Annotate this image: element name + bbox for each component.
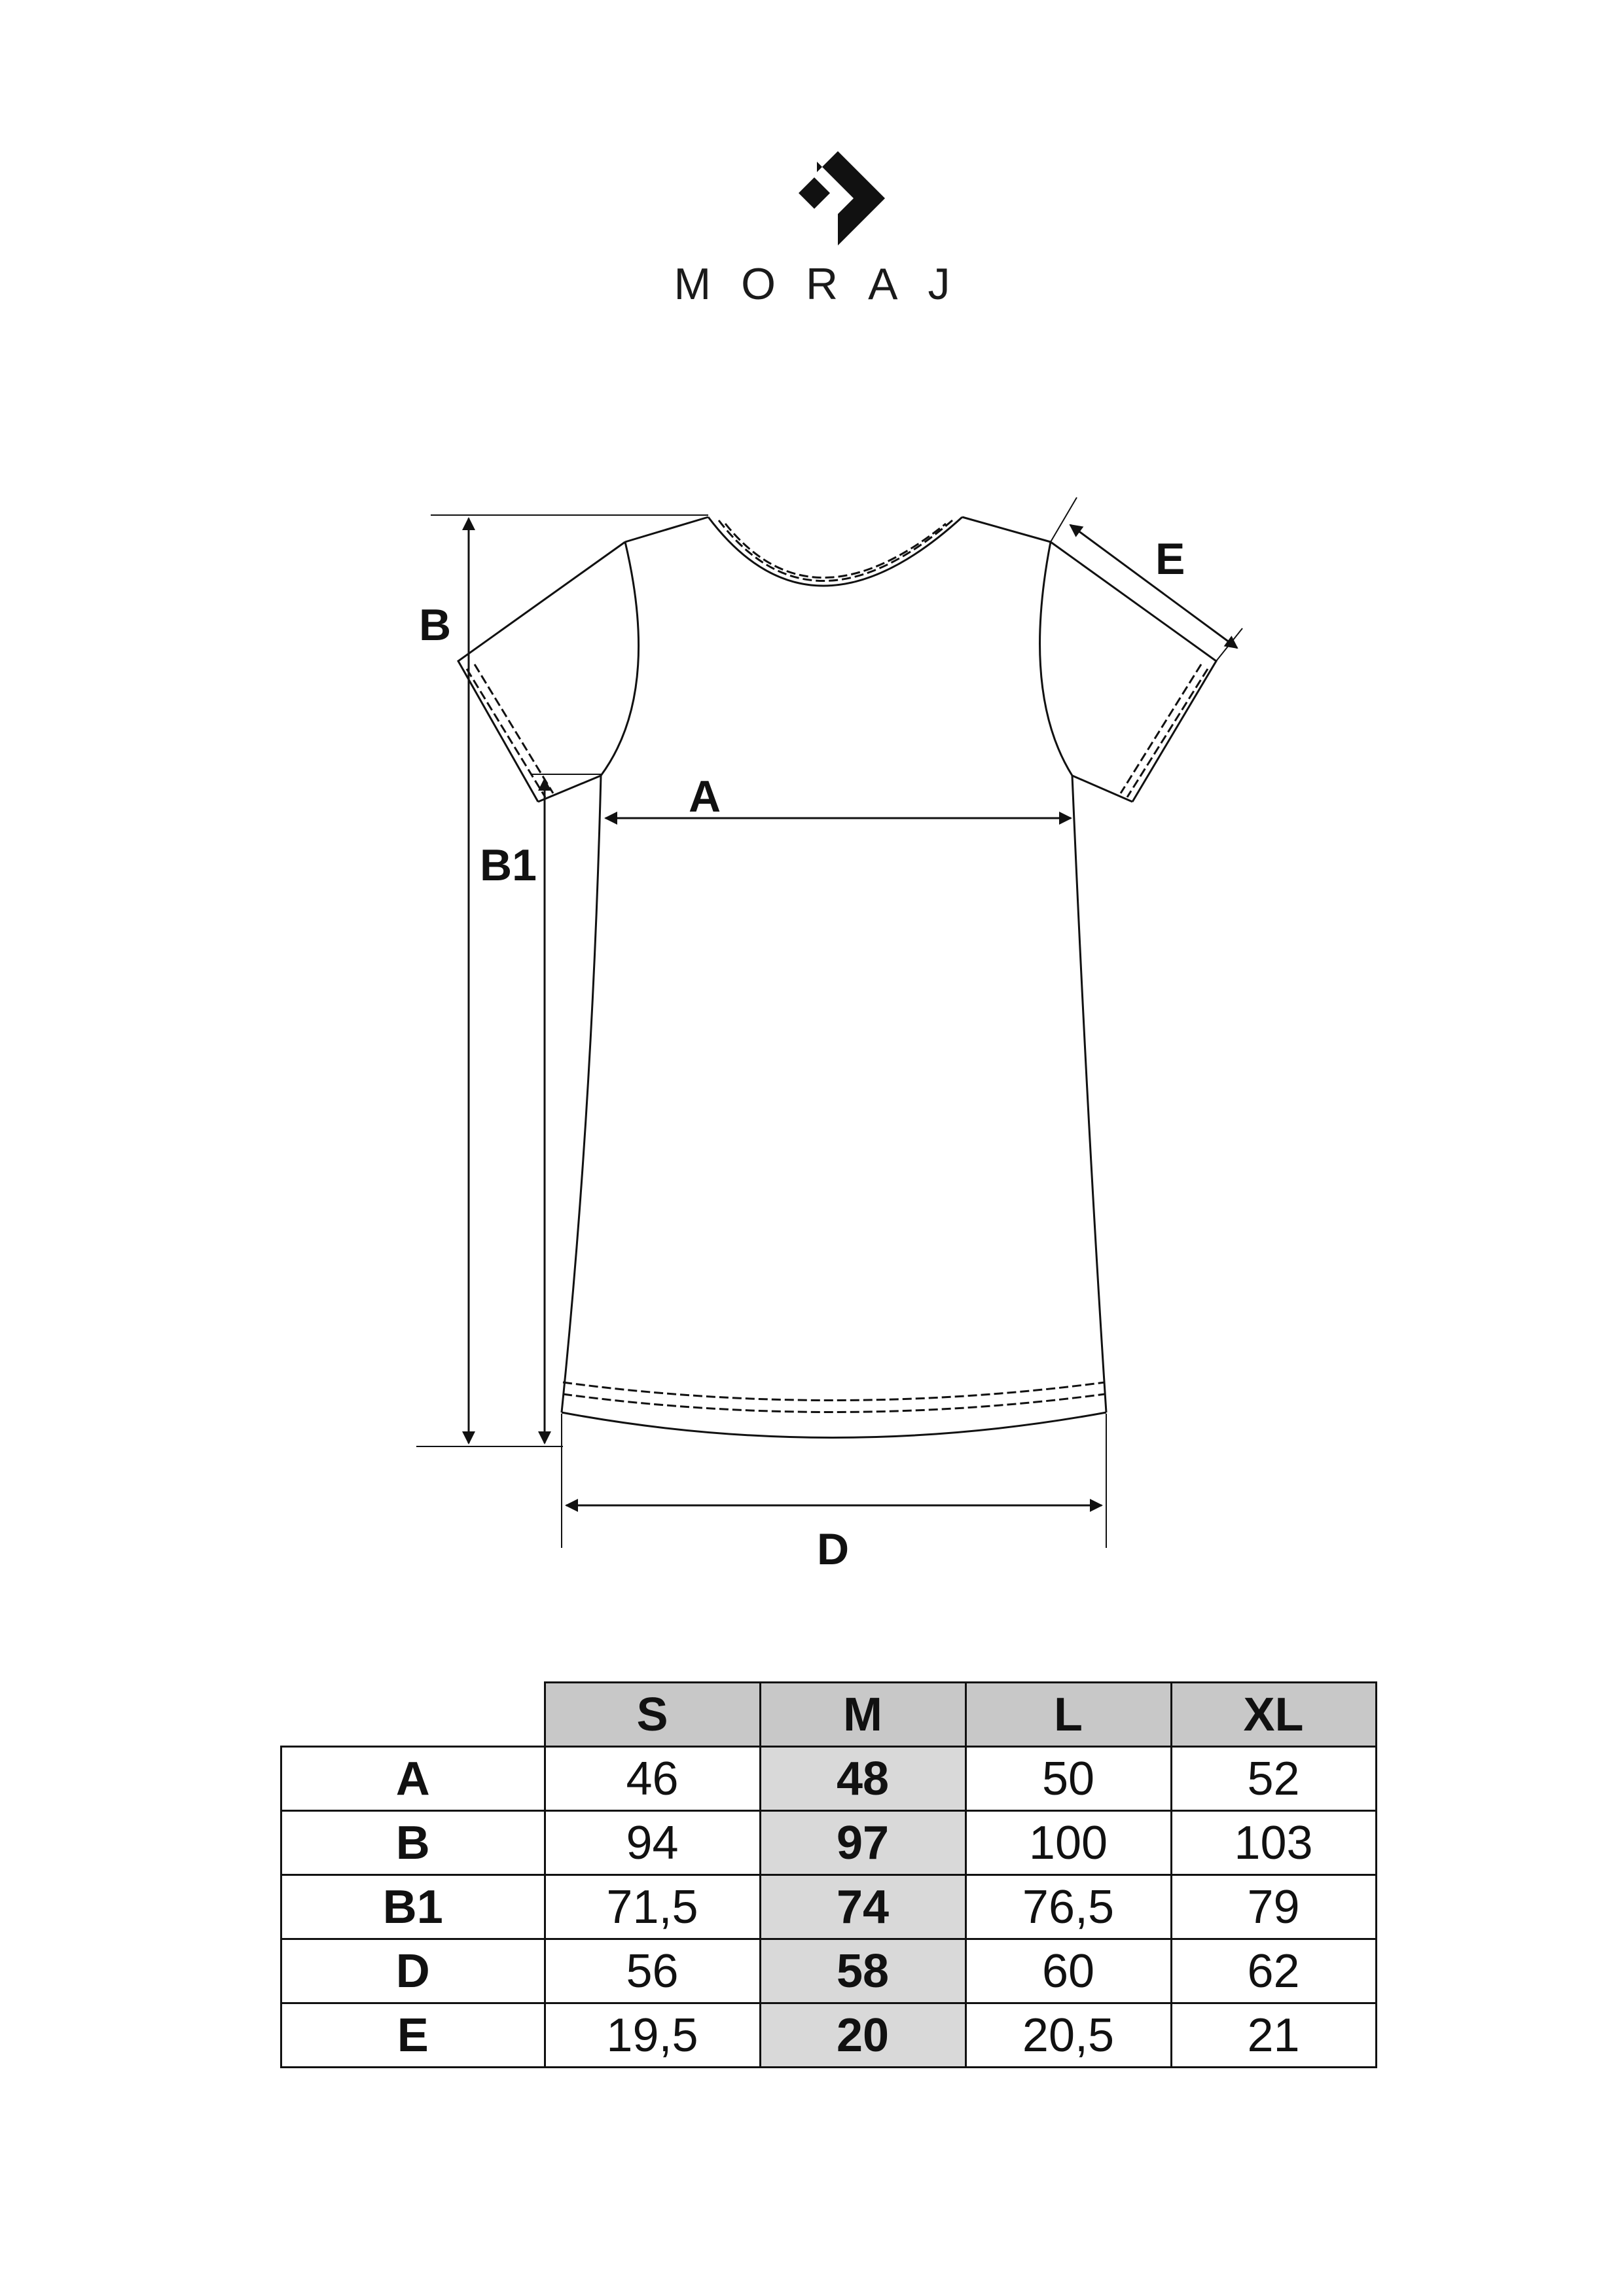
table-row xyxy=(281,1747,1377,1811)
label-e: E xyxy=(1155,534,1185,584)
table-cell: 50 xyxy=(965,1747,1171,1811)
size-chart-table xyxy=(280,1681,1377,2068)
table-cell: 100 xyxy=(965,1811,1171,1875)
row-label: A xyxy=(281,1747,545,1811)
label-a: A xyxy=(689,772,721,821)
table-cell: 79 xyxy=(1171,1875,1376,1939)
column-header-s: S xyxy=(545,1683,760,1747)
table-cell: 58 xyxy=(760,1939,965,2003)
table-cell: 21 xyxy=(1171,2003,1376,2068)
row-label: B xyxy=(281,1811,545,1875)
table-cell: 46 xyxy=(545,1747,760,1811)
table-cell: 19,5 xyxy=(545,2003,760,2068)
table-cell: 76,5 xyxy=(965,1875,1171,1939)
table-cell: 20 xyxy=(760,2003,965,2068)
label-b: B xyxy=(419,600,452,650)
table-row xyxy=(281,2003,1377,2068)
row-label: D xyxy=(281,1939,545,2003)
label-b1: B1 xyxy=(480,840,537,890)
column-header-l: L xyxy=(965,1683,1171,1747)
table-cell: 48 xyxy=(760,1747,965,1811)
table-cell: 20,5 xyxy=(965,2003,1171,2068)
column-header-m: M xyxy=(760,1683,965,1747)
column-header-xl: XL xyxy=(1171,1683,1376,1747)
table-cell: 74 xyxy=(760,1875,965,1939)
brand-name: MORAJ xyxy=(674,259,981,309)
table-row xyxy=(281,1811,1377,1875)
corner-cell xyxy=(281,1683,545,1747)
table-cell: 71,5 xyxy=(545,1875,760,1939)
table-cell: 52 xyxy=(1171,1747,1376,1811)
table-cell: 94 xyxy=(545,1811,760,1875)
table-header-row xyxy=(281,1683,1377,1747)
row-label: E xyxy=(281,2003,545,2068)
table-cell: 62 xyxy=(1171,1939,1376,2003)
table-cell: 97 xyxy=(760,1811,965,1875)
table-cell: 60 xyxy=(965,1939,1171,2003)
table-cell: 56 xyxy=(545,1939,760,2003)
row-label: B1 xyxy=(281,1875,545,1939)
table-row xyxy=(281,1939,1377,2003)
dimension-e-line xyxy=(1070,525,1237,648)
label-d: D xyxy=(817,1524,850,1574)
table-cell: 103 xyxy=(1171,1811,1376,1875)
table-row xyxy=(281,1875,1377,1939)
measurement-lines xyxy=(416,497,1242,1548)
garment-outline xyxy=(458,517,1216,1438)
